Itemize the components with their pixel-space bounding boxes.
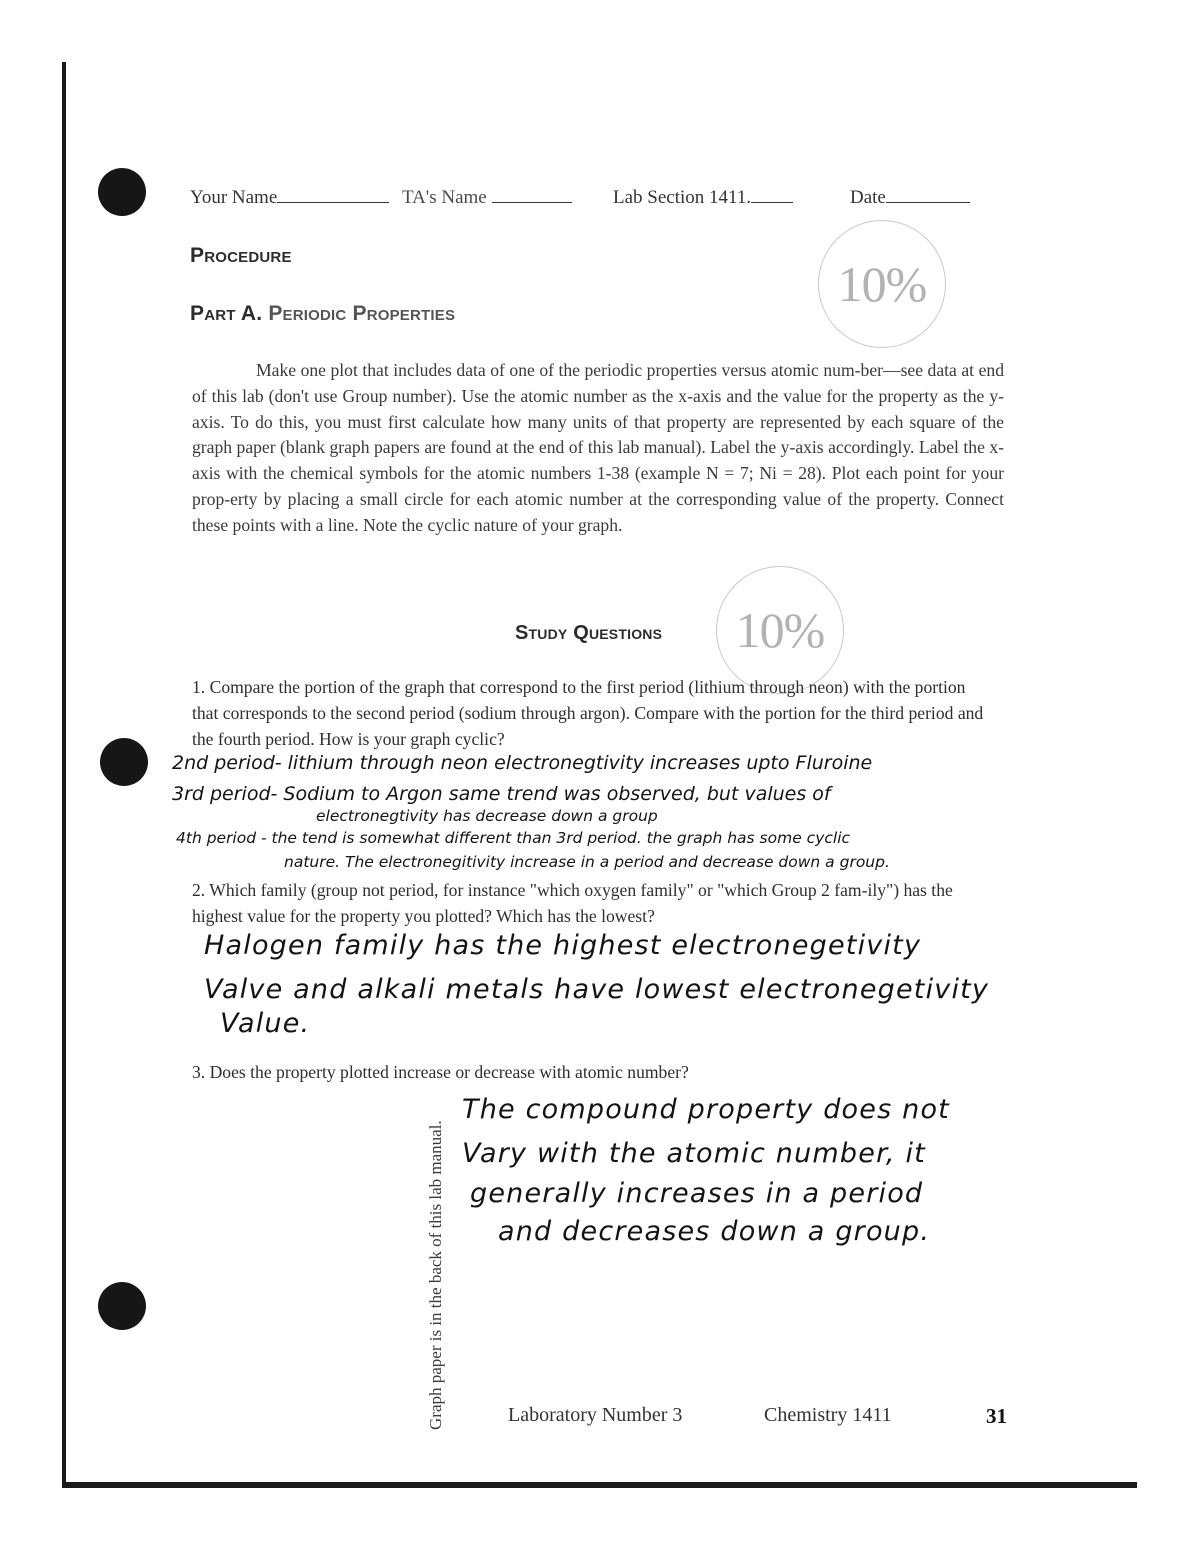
ta-name-blank <box>492 186 572 203</box>
answer-2-line-2: Valve and alkali metals have lowest electronegetivity <box>204 974 990 1005</box>
part-a-title: Periodic Properties <box>268 302 456 325</box>
answer-2-line-3: Value. <box>220 1008 311 1039</box>
binder-hole-top <box>98 168 146 216</box>
binder-hole-middle <box>100 738 148 786</box>
page-left-border <box>62 62 66 1488</box>
page-bottom-border <box>62 1482 1137 1488</box>
grade-stamp-part-a-text: 10% <box>837 256 927 312</box>
binder-hole-bottom <box>98 1282 146 1330</box>
lab-section-blank <box>751 186 793 203</box>
answer-3-line-2: Vary with the atomic number, it <box>462 1138 926 1169</box>
grade-stamp-study-text: 10% <box>735 602 825 658</box>
page-number: 31 <box>986 1404 1007 1428</box>
answer-2-line-1: Halogen family has the highest electronegetivity <box>204 930 922 961</box>
answer-1-line-4: 4th period - the tend is somewhat different than 3rd period. the graph has some cyclic <box>176 829 851 847</box>
question-3: 3. Does the property plotted increase or decrease with atomic number? <box>192 1062 689 1082</box>
lab-section-label: Lab Section 1411. <box>613 187 752 208</box>
answer-1-line-2: 3rd period- Sodium to Argon same trend was observed, but values of <box>172 783 831 805</box>
answer-1-line-3: electronegtivity has decrease down a group <box>316 807 658 825</box>
part-a-heading <box>190 302 455 326</box>
grade-stamp-part-a <box>818 220 946 348</box>
worksheet-header <box>190 186 990 216</box>
your-name-label: Your Name <box>190 187 278 208</box>
question-2: 2. Which family (group not period, for instance "which oxygen family" or "which Group 2 fam-ily") has the highest value for the property you plotted? Which has the lowest? <box>192 880 953 926</box>
date-label: Date <box>850 187 886 208</box>
study-questions-heading: Study Questions <box>515 622 663 644</box>
answer-1-line-1: 2nd period- lithium through neon electronegtivity increases upto Fluroine <box>172 752 873 774</box>
procedure-heading: Procedure <box>190 244 292 267</box>
your-name-blank <box>277 186 389 203</box>
answer-1-line-5: nature. The electronegitivity increase in a period and decrease down a group. <box>284 853 890 871</box>
graph-paper-side-note: Graph paper is in the back of this lab manual. <box>426 1120 445 1430</box>
part-a-instructions: Make one plot that includes data of one of the periodic properties versus atomic num-ber—see data at end of this lab (don't use Group number). Use the atomic number as the x-axis and the value for the property as the y-axis. To do this, you must first calculate how many units of that property are represented by each square of the graph paper (blank graph papers are found at the end of this lab manual). Label the y-axis accordingly. Label the x-axis with the chemical symbols for the atomic numbers 1-38 (example N = 7; Ni = 28). Plot each point for your prop-erty by placing a small circle for each atomic number at the corresponding value of the property. Connect these points with a line. Note the cyclic nature of your graph. <box>192 360 1004 535</box>
ta-name-label: TA's Name <box>402 187 487 208</box>
part-a-label: Part A. <box>190 302 263 325</box>
answer-3-line-4: and decreases down a group. <box>498 1216 931 1247</box>
answer-3-line-3: generally increases in a period <box>470 1178 924 1209</box>
question-1: 1. Compare the portion of the graph that correspond to the first period (lithium through neon) with the portion that corresponds to the second period (sodium through argon). Compare with the portion for the third period and the fourth period. How is your graph cyclic? <box>192 677 984 749</box>
footer-course: Chemistry 1411 <box>764 1404 892 1426</box>
footer-lab-number: Laboratory Number 3 <box>508 1404 683 1426</box>
date-blank <box>886 186 970 203</box>
answer-3-line-1: The compound property does not <box>462 1094 950 1125</box>
